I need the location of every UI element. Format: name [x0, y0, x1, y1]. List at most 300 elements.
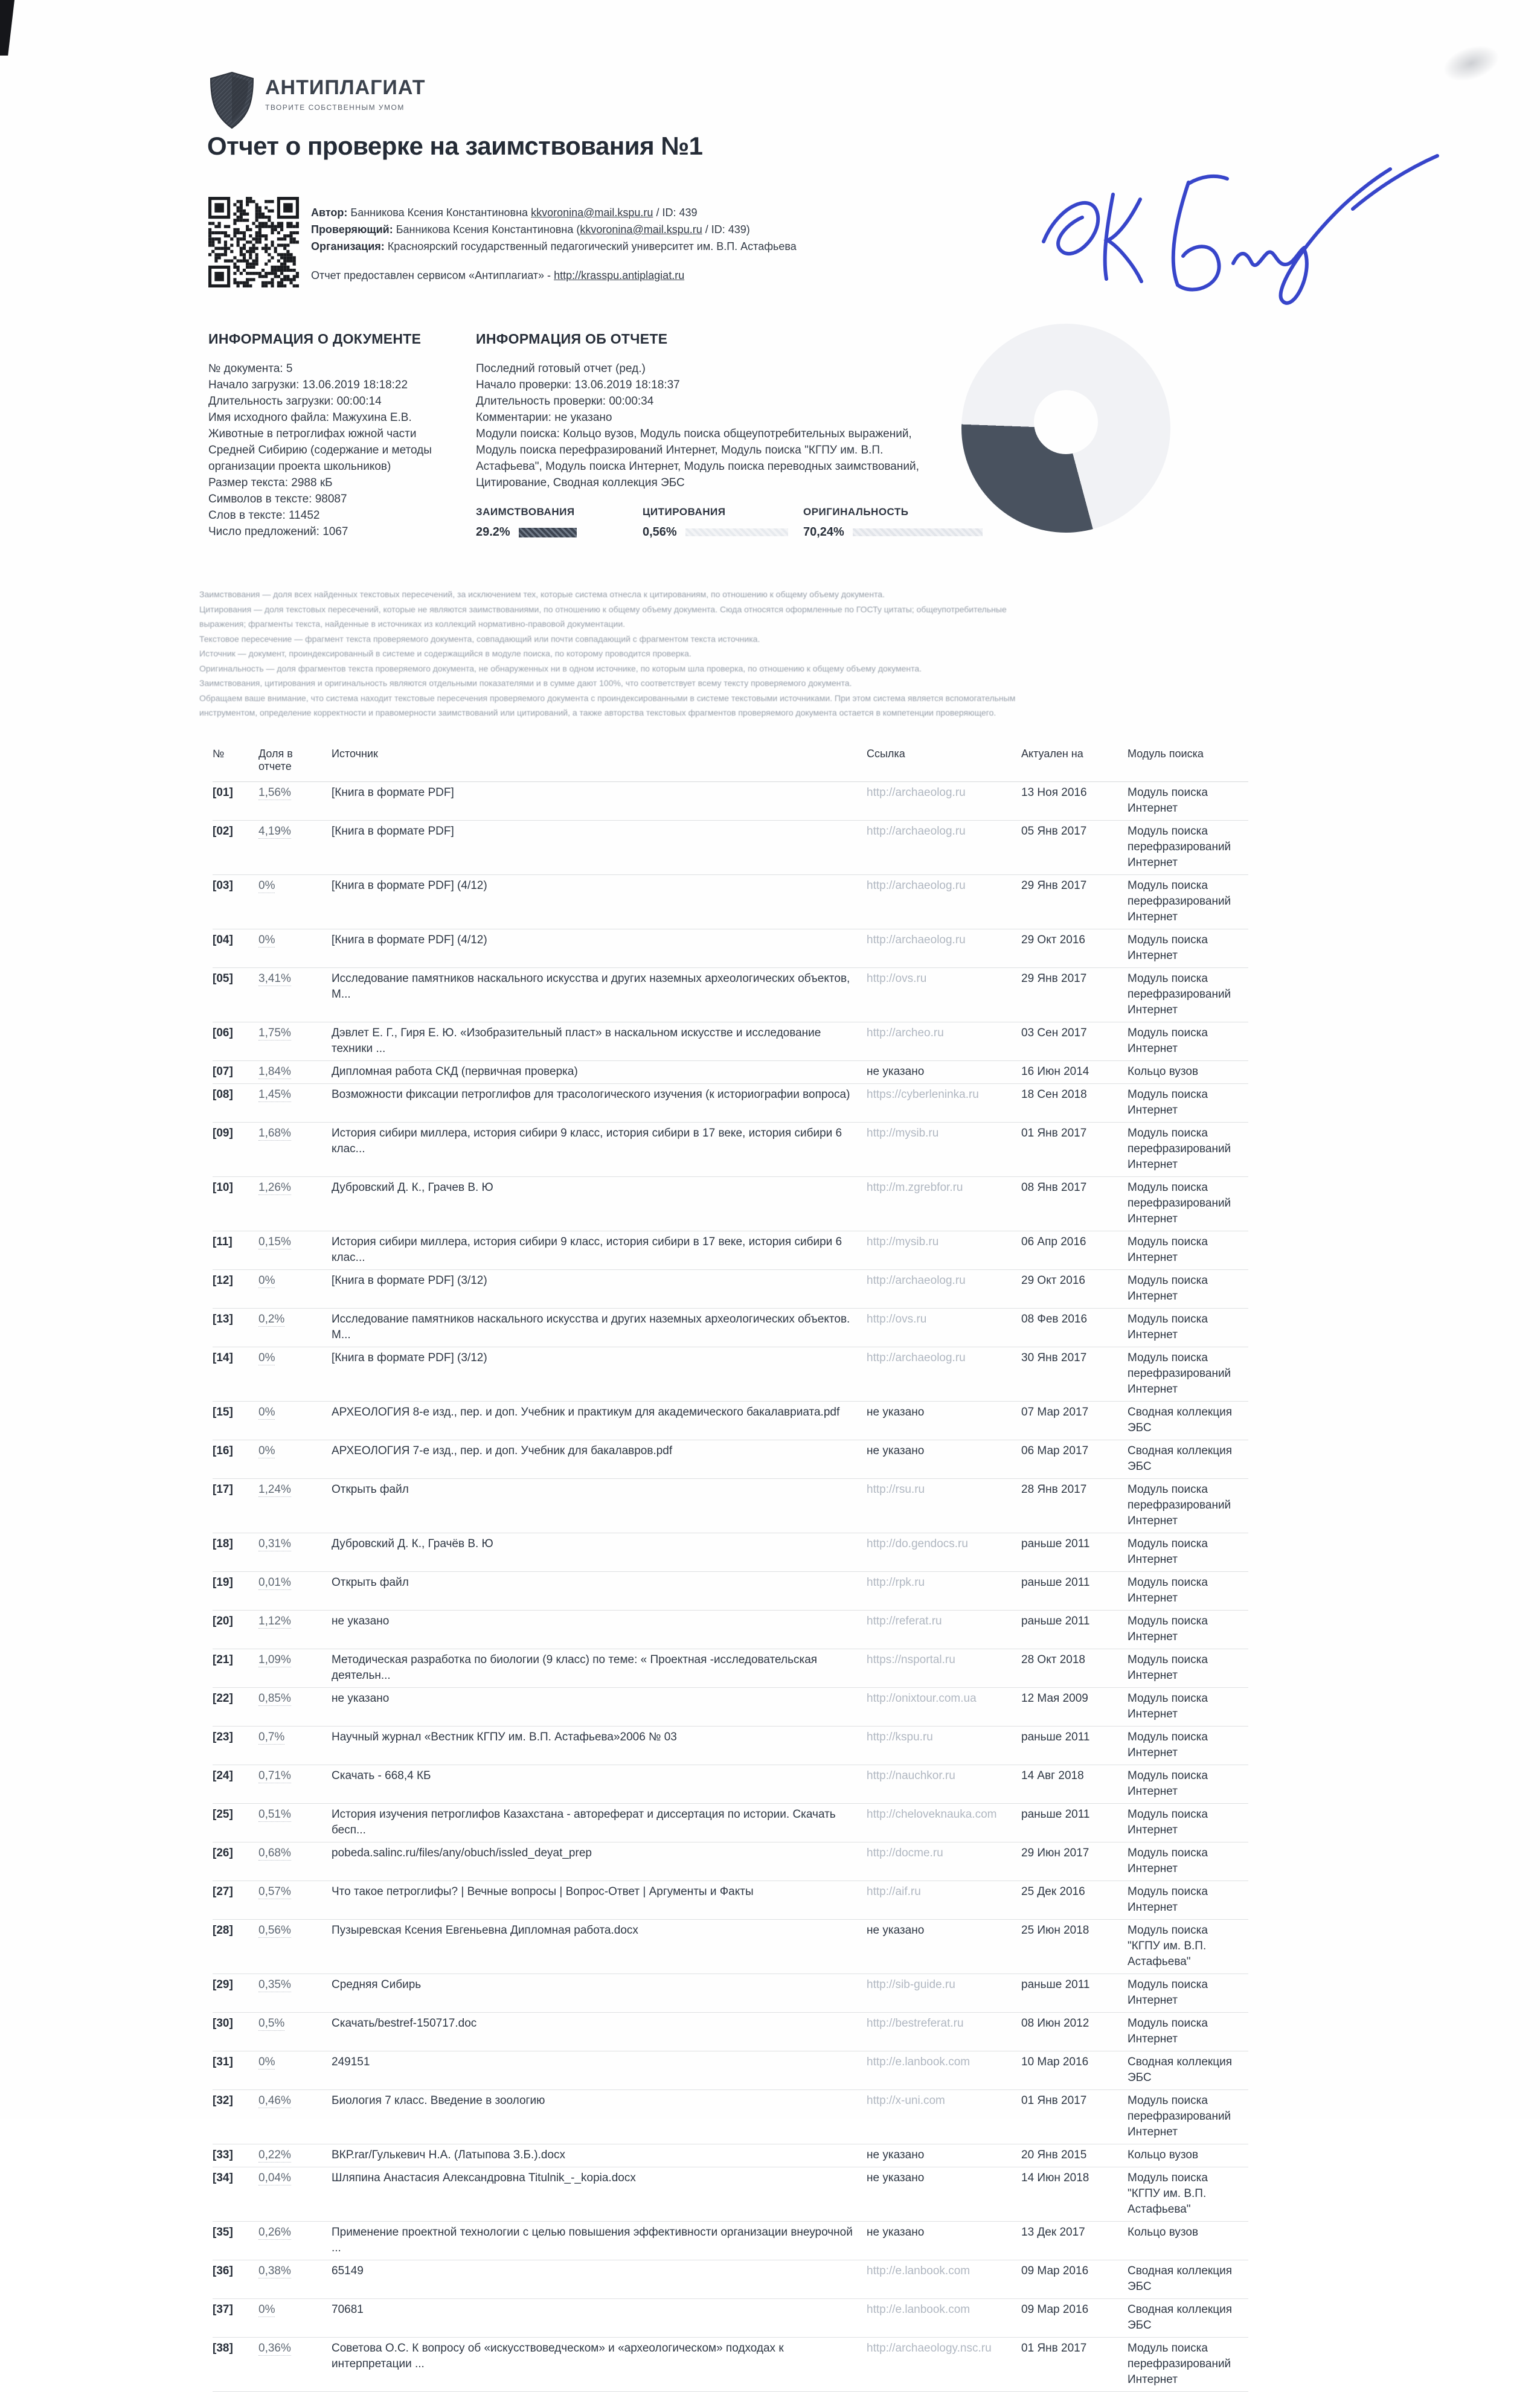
- row-source: не указано: [332, 1615, 390, 1627]
- row-date: 06 Апр 2016: [1021, 1236, 1086, 1248]
- row-share-value: 1,09%: [258, 1653, 291, 1666]
- logo-title: АНТИПЛАГИАТ: [265, 76, 426, 99]
- table-row: [213, 1881, 1248, 1920]
- row-share: [258, 2225, 331, 2256]
- row-share: [258, 1923, 331, 1970]
- row-module: Модуль поиска перефразирований Интернет: [1128, 1352, 1231, 1396]
- row-date: 29 Янв 2017: [1021, 879, 1087, 892]
- row-date: 25 Дек 2016: [1021, 1885, 1085, 1898]
- row-link: не указано: [867, 2226, 925, 2239]
- table-row: [213, 1022, 1248, 1061]
- row-link[interactable]: http://onixtour.com.ua: [867, 1692, 977, 1705]
- row-module: Кольцо вузов: [1128, 2226, 1199, 2239]
- row-link[interactable]: https://nsportal.ru: [867, 1653, 955, 1666]
- reviewer-line: [311, 221, 1006, 238]
- row-date: 29 Окт 2016: [1021, 934, 1085, 946]
- row-number: [31]: [213, 2056, 233, 2068]
- table-row: [213, 2167, 1248, 2222]
- text-line: Последний готовый отчет (ред.): [476, 362, 646, 375]
- row-share: [258, 2016, 331, 2047]
- row-module: Модуль поиска Интернет: [1128, 1847, 1208, 1875]
- text-line: Комментарии: не указано: [476, 411, 612, 424]
- text-line: Астафьева", Модуль поиска Интернет, Модуль поиска переводных заимствований,: [476, 460, 919, 473]
- stat-citations-label: ЦИТИРОВАНИЯ: [643, 506, 726, 518]
- row-source: Возможности фиксации петроглифов для трасологического изучения (к историографии вопроса): [332, 1088, 850, 1101]
- shield-icon: [208, 71, 255, 129]
- table-row: [213, 1177, 1248, 1231]
- row-share: [258, 2263, 331, 2295]
- row-module: Модуль поиска Интернет: [1128, 934, 1208, 962]
- row-link[interactable]: http://ovs.ru: [867, 1313, 927, 1326]
- row-module: Сводная коллекция ЭБС: [1128, 1406, 1232, 1434]
- row-source: Применение проектной технологии с целью повышения эффективности организации внеурочной ...: [332, 2226, 853, 2254]
- row-source: [Книга в формате PDF] (3/12): [332, 1274, 487, 1287]
- row-link[interactable]: http://e.lanbook.com: [867, 2265, 971, 2277]
- row-share: [258, 1768, 331, 1800]
- row-link: не указано: [867, 1924, 925, 1937]
- row-link[interactable]: http://archaeolog.ru: [867, 825, 966, 838]
- row-module: Сводная коллекция ЭБС: [1128, 1444, 1232, 1473]
- reviewer-id: / ID: 439): [702, 223, 750, 236]
- row-number: [04]: [213, 934, 233, 946]
- organization-name: Красноярский государственный педагогический университет им. В.П. Астафьева: [387, 240, 797, 252]
- row-number: [14]: [213, 1352, 233, 1364]
- row-share: [258, 1730, 331, 1761]
- document-info-lines: [208, 361, 474, 540]
- row-number: [27]: [213, 1885, 233, 1898]
- row-share: [258, 2170, 331, 2217]
- row-source: История сибири миллера, история сибири 9 класс, история сибири в 17 веке, история сибири 6 клас...: [332, 1127, 842, 1155]
- row-date: 03 Сен 2017: [1021, 1027, 1087, 1039]
- qr-code: [208, 197, 299, 287]
- row-link[interactable]: http://rpk.ru: [867, 1576, 925, 1589]
- row-share: [258, 1575, 331, 1606]
- row-date: раньше 2011: [1021, 1615, 1090, 1627]
- row-share: [258, 2054, 331, 2086]
- table-row: [213, 929, 1248, 968]
- row-source: Дубровский Д. К., Грачёв В. Ю: [332, 1537, 493, 1550]
- row-link[interactable]: http://mysib.ru: [867, 1127, 939, 1140]
- row-share: [258, 1405, 331, 1436]
- row-share: [258, 932, 331, 964]
- row-source: 65149: [332, 2265, 364, 2277]
- row-module: Сводная коллекция ЭБС: [1128, 2265, 1232, 2293]
- row-share: [258, 1273, 331, 1304]
- row-share-value: 0,57%: [258, 1885, 291, 1898]
- row-date: 05 Янв 2017: [1021, 825, 1087, 838]
- stat-borrowings-value: 29.2%: [476, 525, 510, 539]
- row-share: [258, 785, 331, 816]
- row-date: 20 Янв 2015: [1021, 2149, 1087, 2161]
- reviewer-email-link[interactable]: kkvoronina@mail.kspu.ru: [580, 223, 702, 236]
- text-line: № документа: 5: [208, 362, 293, 375]
- row-source: [Книга в формате PDF]: [332, 825, 454, 838]
- table-row: [213, 1402, 1248, 1440]
- row-source: Исследование памятников наскального искусства и других наземных археологических объектов. М...: [332, 1313, 850, 1341]
- row-link: не указано: [867, 2172, 925, 2184]
- author-name: Банникова Ксения Константиновна: [350, 207, 528, 219]
- table-row: [213, 1842, 1248, 1881]
- row-date: раньше 2011: [1021, 1808, 1090, 1821]
- row-module: Модуль поиска Интернет: [1128, 1885, 1208, 1914]
- row-date: 29 Окт 2016: [1021, 1274, 1085, 1287]
- text-line: выражения; фрагменты текста, найденные в источниках из коллекций нормативно-правовой документации.: [199, 619, 626, 629]
- row-share: [258, 971, 331, 1018]
- row-module: Модуль поиска Интернет: [1128, 1692, 1208, 1720]
- header-link: Ссылка: [867, 748, 905, 760]
- row-module: Модуль поиска Интернет: [1128, 1274, 1208, 1303]
- row-link: не указано: [867, 1406, 925, 1419]
- row-source: Открыть файл: [332, 1483, 409, 1496]
- row-share: [258, 1691, 331, 1722]
- row-share-value: 1,75%: [258, 1027, 291, 1039]
- text-line: Средней Сибирию (содержание и методы: [208, 444, 432, 457]
- row-module: Кольцо вузов: [1128, 1065, 1199, 1078]
- text-line: Обращаем ваше внимание, что система находит текстовые пересечения проверяемого документа с проиндексированными в системе текстовыми источниками. При этом система является вспомогательным: [199, 693, 1016, 703]
- table-row: [213, 1572, 1248, 1611]
- table-row: [213, 1479, 1248, 1533]
- table-row: [213, 875, 1248, 929]
- row-date: 12 Мая 2009: [1021, 1692, 1088, 1705]
- row-module: Модуль поиска перефразирований Интернет: [1128, 879, 1231, 923]
- table-row: [213, 782, 1248, 821]
- header-share: Доля в отчете: [258, 748, 293, 772]
- row-share: [258, 1652, 331, 1684]
- text-line: Заимствования, цитирования и оригинальность являются отдельными показателями и в сумме дают 100%, что соответствует всему тексту проверяемого документа.: [199, 678, 852, 688]
- row-link[interactable]: http://aif.ru: [867, 1885, 921, 1898]
- row-date: раньше 2011: [1021, 1537, 1090, 1550]
- row-number: [17]: [213, 1483, 233, 1496]
- row-link[interactable]: http://e.lanbook.com: [867, 2303, 971, 2316]
- stat-originality-label: ОРИГИНАЛЬНОСТЬ: [803, 506, 909, 518]
- row-link[interactable]: http://archaeolog.ru: [867, 1274, 966, 1287]
- row-date: 09 Мар 2016: [1021, 2303, 1089, 2316]
- row-number: [25]: [213, 1808, 233, 1821]
- row-share-value: 0%: [258, 2056, 275, 2068]
- row-share-value: 4,19%: [258, 825, 291, 838]
- table-row: [213, 1920, 1248, 1974]
- row-link[interactable]: http://archaeology.nsc.ru: [867, 2342, 992, 2355]
- row-share-value: 0,04%: [258, 2172, 291, 2184]
- row-share: [258, 1614, 331, 1645]
- row-share: [258, 1884, 331, 1916]
- table-row: [213, 2299, 1248, 2338]
- text-line: Текстовое пересечение — фрагмент текста проверяемого документа, совпадающий или почти совпадающий с фрагментом текста источника.: [199, 633, 760, 644]
- stat-borrowings-label: ЗАИМСТВОВАНИЯ: [476, 506, 575, 518]
- row-share-value: 1,12%: [258, 1615, 291, 1627]
- row-number: [35]: [213, 2226, 233, 2239]
- table-row: [213, 2260, 1248, 2299]
- row-number: [02]: [213, 825, 233, 838]
- row-number: [21]: [213, 1653, 233, 1666]
- row-number: [22]: [213, 1692, 233, 1705]
- row-number: [09]: [213, 1127, 233, 1140]
- row-date: 13 Дек 2017: [1021, 2226, 1085, 2239]
- document-meta: [311, 204, 1006, 255]
- row-module: Модуль поиска Интернет: [1128, 1731, 1208, 1759]
- row-module: Модуль поиска Интернет: [1128, 1576, 1208, 1605]
- table-row: [213, 2222, 1248, 2260]
- table-row: [213, 2090, 1248, 2144]
- row-share: [258, 878, 331, 925]
- row-share-value: 0%: [258, 934, 275, 946]
- row-source: Дубровский Д. К., Грачев В. Ю: [332, 1181, 493, 1194]
- row-link[interactable]: http://nauchkor.ru: [867, 1769, 955, 1782]
- row-source: Что такое петроглифы? | Вечные вопросы | Вопрос-Ответ | Аргументы и Факты: [332, 1885, 754, 1898]
- row-share: [258, 1482, 331, 1529]
- row-number: [26]: [213, 1847, 233, 1859]
- row-source: 249151: [332, 2056, 370, 2068]
- table-row: [213, 1061, 1248, 1084]
- table-row: [213, 1347, 1248, 1402]
- row-link[interactable]: http://do.gendocs.ru: [867, 1537, 968, 1550]
- row-source: 70681: [332, 2303, 364, 2316]
- row-number: [37]: [213, 2303, 233, 2316]
- row-link[interactable]: http://ovs.ru: [867, 972, 927, 985]
- text-line: организации проекта школьников): [208, 460, 391, 473]
- row-module: Модуль поиска Интернет: [1128, 1978, 1208, 2007]
- header-module: Модуль поиска: [1128, 748, 1204, 760]
- terms-legend-text: [199, 587, 1507, 720]
- row-module: Модуль поиска перефразирований Интернет: [1128, 1483, 1231, 1527]
- row-share: [258, 1234, 331, 1266]
- document-info-section: [208, 331, 474, 540]
- row-share-value: 3,41%: [258, 972, 291, 985]
- row-date: 08 Янв 2017: [1021, 1181, 1087, 1194]
- row-date: 25 Июн 2018: [1021, 1924, 1089, 1937]
- row-source: История изучения петроглифов Казахстана - автореферат и диссертация по истории. Скачать бесп...: [332, 1808, 836, 1836]
- row-share-value: 1,24%: [258, 1483, 291, 1496]
- row-share: [258, 824, 331, 871]
- organization-label: Организация:: [311, 240, 385, 252]
- row-date: 16 Июн 2014: [1021, 1065, 1089, 1078]
- table-row: [213, 1727, 1248, 1765]
- row-link[interactable]: http://cheloveknauka.com: [867, 1808, 997, 1821]
- stat-originality: [803, 506, 983, 539]
- table-row: [213, 1765, 1248, 1804]
- row-module: Модуль поиска Интернет: [1128, 2017, 1208, 2045]
- organization-line: [311, 238, 1006, 255]
- row-link: не указано: [867, 1065, 925, 1078]
- row-module: Сводная коллекция ЭБС: [1128, 2056, 1232, 2084]
- row-date: 06 Мар 2017: [1021, 1444, 1089, 1457]
- row-number: [38]: [213, 2342, 233, 2355]
- row-source: [Книга в формате PDF] (4/12): [332, 879, 487, 892]
- row-share: [258, 1180, 331, 1227]
- row-number: [33]: [213, 2149, 233, 2161]
- row-share: [258, 1807, 331, 1838]
- row-share-value: 0,35%: [258, 1978, 291, 1991]
- author-id: / ID: 439: [653, 207, 698, 219]
- text-line: Символов в тексте: 98087: [208, 493, 347, 505]
- row-share: [258, 1536, 331, 1568]
- row-source: pobeda.salinc.ru/files/any/obuch/issled_deyat_prep: [332, 1847, 592, 1859]
- text-line: Длительность проверки: 00:00:34: [476, 395, 654, 408]
- row-date: 29 Июн 2017: [1021, 1847, 1089, 1859]
- row-module: Модуль поиска Интернет: [1128, 786, 1208, 815]
- row-source: Научный журнал «Вестник КГПУ им. В.П. Астафьева»2006 № 03: [332, 1731, 677, 1743]
- row-share-value: 0,51%: [258, 1808, 291, 1821]
- row-share: [258, 1064, 331, 1080]
- row-share-value: 1,56%: [258, 786, 291, 799]
- sources-table: [213, 748, 1248, 2392]
- row-source: АРХЕОЛОГИЯ 7-е изд., пер. и доп. Учебник для бакалавров.pdf: [332, 1444, 673, 1457]
- row-share: [258, 1443, 331, 1475]
- row-source: История сибири миллера, история сибири 9 класс, история сибири в 17 веке, история сибири 6 клас...: [332, 1236, 842, 1264]
- row-module: Сводная коллекция ЭБС: [1128, 2303, 1232, 2332]
- row-number: [05]: [213, 972, 233, 985]
- row-number: [19]: [213, 1576, 233, 1589]
- row-module: Модуль поиска перефразирований Интернет: [1128, 2342, 1231, 2386]
- row-share-value: 1,45%: [258, 1088, 291, 1101]
- row-module: Модуль поиска Интернет: [1128, 1537, 1208, 1566]
- row-link[interactable]: http://m.zgrebfor.ru: [867, 1181, 963, 1194]
- row-link[interactable]: http://mysib.ru: [867, 1236, 939, 1248]
- logo-tagline: ТВОРИТЕ СОБСТВЕННЫМ УМОМ: [265, 103, 405, 112]
- header-date: Актуален на: [1021, 748, 1083, 760]
- table-row: [213, 1649, 1248, 1688]
- row-source: Средняя Сибирь: [332, 1978, 422, 1991]
- row-number: [24]: [213, 1769, 233, 1782]
- row-share: [258, 1977, 331, 2009]
- row-link[interactable]: http://archaeolog.ru: [867, 879, 966, 892]
- row-link[interactable]: http://rsu.ru: [867, 1483, 925, 1496]
- row-number: [15]: [213, 1406, 233, 1419]
- text-line: Число предложений: 1067: [208, 525, 348, 538]
- row-source: Дэвлет Е. Г., Гиря Е. Ю. «Изобразительный пласт» в наскальном искусстве и исследование техники ...: [332, 1027, 821, 1055]
- row-date: 14 Июн 2018: [1021, 2172, 1089, 2184]
- service-line: [311, 269, 684, 282]
- borrowings-bar: [519, 528, 577, 537]
- row-number: [01]: [213, 786, 233, 799]
- text-line: Начало загрузки: 13.06.2019 18:18:22: [208, 379, 408, 391]
- header-source: Источник: [332, 748, 378, 760]
- row-date: раньше 2011: [1021, 1978, 1090, 1991]
- row-share-value: 0,5%: [258, 2017, 285, 2030]
- page-title: Отчет о проверке на заимствования №1: [207, 132, 703, 160]
- report-info-lines: [476, 361, 935, 491]
- row-link[interactable]: http://archaeolog.ru: [867, 1352, 966, 1364]
- row-date: 30 Янв 2017: [1021, 1352, 1087, 1364]
- text-line: инструментом, определение корректности и правомерности заимствований или цитирований, а также авторства текстовых фрагментов проверяемого документа остается в компетенции проверяющего.: [199, 708, 996, 717]
- service-url-link[interactable]: http://krasspu.antiplagiat.ru: [554, 269, 685, 281]
- text-line: Длительность загрузки: 00:00:14: [208, 395, 382, 408]
- row-source: Скачать - 668,4 КБ: [332, 1769, 431, 1782]
- row-share-value: 1,26%: [258, 1181, 291, 1194]
- row-source: [Книга в формате PDF] (3/12): [332, 1352, 487, 1364]
- row-number: [28]: [213, 1924, 233, 1937]
- row-share-value: 0,15%: [258, 1236, 291, 1248]
- row-link[interactable]: http://x-uni.com: [867, 2094, 945, 2107]
- row-share-value: 0%: [258, 2303, 275, 2316]
- row-module: Модуль поиска "КГПУ им. В.П. Астафьева": [1128, 1924, 1208, 1968]
- row-module: Модуль поиска перефразирований Интернет: [1128, 972, 1231, 1016]
- row-date: 08 Фев 2016: [1021, 1313, 1088, 1326]
- row-link[interactable]: http://bestreferat.ru: [867, 2017, 964, 2030]
- row-source: Исследование памятников наскального искусства и других наземных археологических объектов, М...: [332, 972, 850, 1001]
- row-number: [29]: [213, 1978, 233, 1991]
- row-link[interactable]: http://archaeolog.ru: [867, 786, 966, 799]
- row-link[interactable]: http://sib-guide.ru: [867, 1978, 955, 1991]
- row-date: 28 Окт 2018: [1021, 1653, 1085, 1666]
- table-row: [213, 1974, 1248, 2013]
- table-row: [213, 1123, 1248, 1177]
- row-number: [11]: [213, 1236, 233, 1248]
- row-link[interactable]: http://referat.ru: [867, 1615, 942, 1627]
- row-share: [258, 1087, 331, 1118]
- row-share-value: 0,56%: [258, 1924, 291, 1937]
- row-source: Советова О.С. К вопросу об «искусствоведческом» и «археологическом» подходах к интерпретации ...: [332, 2342, 784, 2370]
- row-link[interactable]: http://docme.ru: [867, 1847, 943, 1859]
- text-line: Источник — документ, проиндексированный в системе и содержащийся в модуле поиска, по которому проводится проверка.: [199, 649, 691, 658]
- row-share-value: 0,22%: [258, 2149, 291, 2161]
- row-share-value: 0,38%: [258, 2265, 291, 2277]
- row-link[interactable]: http://e.lanbook.com: [867, 2056, 971, 2068]
- row-module: Модуль поиска Интернет: [1128, 1236, 1208, 1264]
- table-row: [213, 2013, 1248, 2051]
- row-share-value: 0,01%: [258, 1576, 291, 1589]
- row-source: Шляпина Анастасия Александровна Titulnik_-_kopia.docx: [332, 2172, 636, 2184]
- row-number: [32]: [213, 2094, 233, 2107]
- row-share-value: 0%: [258, 1444, 275, 1457]
- row-share: [258, 1025, 331, 1057]
- row-number: [23]: [213, 1731, 233, 1743]
- row-date: 01 Янв 2017: [1021, 1127, 1087, 1140]
- row-link[interactable]: http://archaeolog.ru: [867, 934, 966, 946]
- row-module: Модуль поиска Интернет: [1128, 1615, 1208, 1643]
- row-source: ВКР.rar/Гулькевич Н.А. (Латыпова З.Б.).docx: [332, 2149, 566, 2161]
- row-link[interactable]: http://archeo.ru: [867, 1027, 944, 1039]
- row-link: не указано: [867, 1444, 925, 1457]
- row-source: Биология 7 класс. Введение в зоологию: [332, 2094, 545, 2107]
- row-number: [10]: [213, 1181, 233, 1194]
- row-source: не указано: [332, 1692, 390, 1705]
- stat-citations-value: 0,56%: [643, 525, 677, 539]
- row-share: [258, 1845, 331, 1877]
- row-module: Модуль поиска "КГПУ им. В.П. Астафьева": [1128, 2172, 1208, 2216]
- row-source: Дипломная работа СКД (первичная проверка): [332, 1065, 578, 1078]
- row-module: Модуль поиска перефразирований Интернет: [1128, 1181, 1231, 1225]
- text-line: Модуль поиска перефразирований Интернет, Модуль поиска "КГПУ им. В.П.: [476, 444, 884, 457]
- row-module: Модуль поиска перефразирований Интернет: [1128, 1127, 1231, 1171]
- table-row: [213, 968, 1248, 1022]
- row-share-value: 0,85%: [258, 1692, 291, 1705]
- row-number: [03]: [213, 879, 233, 892]
- row-number: [36]: [213, 2265, 233, 2277]
- author-email-link[interactable]: kkvoronina@mail.kspu.ru: [531, 207, 653, 219]
- report-info-heading: ИНФОРМАЦИЯ ОБ ОТЧЕТЕ: [476, 331, 668, 347]
- originality-pie-wrap: [961, 324, 1170, 533]
- row-share-value: 0,46%: [258, 2094, 291, 2107]
- row-share: [258, 2147, 331, 2163]
- row-link[interactable]: https://cyberleninka.ru: [867, 1088, 979, 1101]
- text-line: Оригинальность — доля фрагментов текста проверяемого документа, не обнаруженных ни в одном источнике, по которым шла проверка, по отношению к общему объему документа.: [199, 663, 922, 673]
- row-number: [34]: [213, 2172, 233, 2184]
- row-date: 01 Янв 2017: [1021, 2342, 1087, 2355]
- reviewer-name: Банникова Ксения Константиновна (: [396, 223, 580, 236]
- table-row: [213, 2338, 1248, 2392]
- row-source: АРХЕОЛОГИЯ 8-е изд., пер. и доп. Учебник и практикум для академического бакалавриата.pdf: [332, 1406, 840, 1419]
- text-line: Модули поиска: Кольцо вузов, Модуль поиска общеупотребительных выражений,: [476, 428, 912, 440]
- row-date: 18 Сен 2018: [1021, 1088, 1087, 1101]
- row-module: Модуль поиска Интернет: [1128, 1088, 1208, 1117]
- table-row: [213, 1084, 1248, 1123]
- row-number: [13]: [213, 1313, 233, 1326]
- row-module: Модуль поиска Интернет: [1128, 1313, 1208, 1341]
- text-line: Цитирование, Сводная коллекция ЭБС: [476, 476, 685, 489]
- row-link[interactable]: http://kspu.ru: [867, 1731, 933, 1743]
- stat-borrowings: [476, 506, 577, 539]
